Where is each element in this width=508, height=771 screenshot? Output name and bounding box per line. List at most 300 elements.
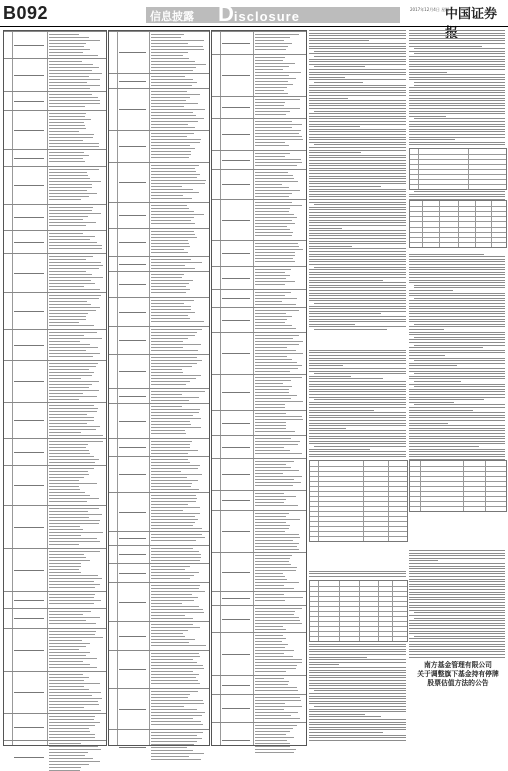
fund-detail-text [255, 404, 285, 405]
body-text-line [414, 82, 505, 83]
body-text-line [309, 644, 406, 645]
table-row [212, 332, 306, 333]
fund-detail-text [151, 171, 196, 172]
table-row [4, 740, 106, 741]
fund-detail-text [255, 540, 293, 541]
body-text-line [309, 368, 406, 369]
fund-detail-text [49, 286, 84, 287]
fund-detail-text [49, 256, 94, 257]
fund-detail-text [151, 198, 192, 199]
fund-detail-text [255, 272, 284, 273]
fund-name-text [119, 709, 146, 710]
fund-detail-text [49, 274, 92, 275]
body-text-line [409, 282, 505, 283]
fund-detail-text [151, 537, 205, 538]
body-text-line [309, 365, 343, 366]
body-text-line [309, 48, 406, 49]
table-row [310, 511, 407, 512]
fund-detail-text [49, 689, 89, 690]
fund-detail-text [255, 99, 299, 100]
fund-detail-text [49, 347, 99, 348]
body-text-line [309, 230, 406, 231]
body-text-line [409, 306, 505, 307]
fund-detail-text [255, 473, 283, 474]
fund-detail-text [255, 156, 284, 157]
fund-detail-text [151, 656, 200, 657]
fund-detail-text [49, 73, 102, 74]
fund-detail-text [255, 743, 289, 744]
fund-detail-text [151, 653, 199, 654]
fund-detail-text [49, 495, 91, 496]
fund-name-text [222, 572, 251, 573]
fund-detail-text [255, 304, 296, 305]
fund-name-text [119, 109, 146, 110]
table-column-rule [318, 461, 319, 541]
body-text-line [309, 693, 406, 694]
fund-detail-text [151, 246, 190, 247]
fund-detail-text [49, 710, 101, 711]
fund-detail-text [255, 383, 283, 384]
body-text-line [309, 272, 406, 273]
fund-detail-text [49, 600, 101, 601]
fund-name-text [222, 740, 251, 741]
fund-detail-text [255, 718, 300, 719]
body-text-line [309, 168, 406, 169]
body-text-line [309, 425, 406, 426]
table-row [109, 130, 209, 131]
body-text-line [309, 79, 406, 80]
fund-detail-text [151, 100, 186, 101]
table-row [410, 169, 506, 170]
fund-detail-text [151, 697, 188, 698]
fund-detail-text [151, 195, 183, 196]
table-row [4, 292, 106, 293]
table-column-rule [378, 581, 379, 641]
fund-detail-text [151, 566, 190, 567]
table-row [310, 466, 407, 467]
body-text-line [409, 423, 448, 424]
table-row [109, 31, 209, 32]
fund-detail-text [255, 531, 284, 532]
fund-name-text [14, 727, 44, 728]
fund-detail-text [151, 283, 189, 284]
fund-detail-text [49, 686, 85, 687]
fund-name-text [14, 242, 44, 243]
body-text-line [309, 274, 406, 275]
fund-detail-text [151, 318, 190, 319]
body-text-line [309, 43, 406, 44]
table-column-rule [363, 461, 364, 541]
fund-detail-text [49, 725, 95, 726]
fund-detail-text [49, 369, 89, 370]
table-column-rule [420, 461, 421, 511]
notice-line2: 关于调整旗下基金持有停牌 [417, 670, 499, 678]
fund-detail-text [49, 692, 102, 693]
fund-detail-text [151, 61, 195, 62]
fund-detail-text [49, 378, 81, 379]
table-row [109, 545, 209, 546]
body-text-line [409, 40, 505, 41]
fund-detail-text [255, 162, 302, 163]
fund-detail-text [151, 412, 199, 413]
body-text-line [409, 277, 505, 278]
fund-detail-text [255, 121, 292, 122]
fund-detail-text [49, 572, 82, 573]
body-text-line [309, 241, 406, 242]
fund-detail-text [151, 133, 194, 134]
fund-detail-text [151, 759, 201, 760]
table-row [410, 491, 506, 492]
table-row [310, 526, 407, 527]
fund-detail-text [49, 560, 90, 561]
fund-detail-text [151, 694, 190, 695]
fund-detail-text [151, 109, 205, 110]
fund-detail-text [49, 581, 94, 582]
body-text-line [409, 358, 505, 359]
fund-detail-text [151, 636, 185, 637]
body-text-line [309, 420, 406, 421]
fund-detail-text [49, 578, 102, 579]
body-text-line [314, 51, 406, 52]
table-row [212, 169, 306, 170]
body-text-line [309, 238, 406, 239]
body-text-line [309, 72, 406, 73]
body-text-line [409, 272, 505, 273]
fund-detail-text [255, 75, 289, 76]
fund-detail-text [49, 236, 95, 237]
fund-detail-text [255, 567, 296, 568]
fund-detail-text [151, 76, 185, 77]
fund-detail-text [49, 683, 100, 684]
body-text-line [309, 456, 406, 457]
fund-name-text [119, 396, 146, 397]
fund-detail-text [255, 322, 285, 323]
fund-detail-text [49, 755, 85, 756]
table-row [212, 54, 306, 55]
fund-name-text [119, 215, 146, 216]
fund-detail-text [49, 245, 103, 246]
summary-table-1 [409, 148, 507, 190]
table-row [212, 694, 306, 695]
table-row [4, 591, 106, 592]
fund-detail-text [151, 585, 200, 586]
fund-detail-text [49, 474, 90, 475]
body-text-line [409, 407, 505, 408]
fund-detail-text [49, 658, 97, 659]
fund-name-text [222, 43, 251, 44]
fund-detail-text [49, 67, 99, 68]
body-text-line [309, 386, 406, 387]
fund-detail-text [255, 246, 299, 247]
body-text-line [409, 194, 505, 195]
fund-detail-text [49, 444, 88, 445]
fund-detail-text [255, 57, 284, 58]
fund-detail-text [151, 37, 181, 38]
fund-detail-text [49, 277, 103, 278]
fund-detail-text [49, 429, 96, 430]
body-text-line [409, 254, 484, 255]
table-row [212, 510, 306, 511]
body-text-line [309, 35, 406, 36]
fund-name-text [119, 371, 146, 372]
fund-detail-text [255, 292, 291, 293]
fund-detail-text [255, 731, 290, 732]
table-row [4, 465, 106, 466]
table-row [310, 521, 407, 522]
fund-detail-text [49, 554, 84, 555]
fund-detail-text [49, 655, 86, 656]
fund-detail-text [151, 378, 196, 379]
fund-detail-text [255, 72, 301, 73]
fund-detail-text [151, 142, 200, 143]
fund-detail-text [49, 569, 79, 570]
body-text-line [309, 235, 406, 236]
body-text-line [309, 443, 406, 444]
fund-detail-text [255, 261, 295, 262]
fund-detail-text [255, 496, 296, 497]
fund-detail-text [49, 175, 88, 176]
fund-detail-text [255, 217, 296, 218]
body-text-line [309, 116, 406, 117]
fund-name-text [14, 527, 44, 528]
body-text-line [309, 306, 406, 307]
fund-detail-text [49, 492, 85, 493]
fund-detail-text [49, 617, 100, 618]
body-text-line [309, 300, 406, 301]
fund-detail-text [49, 137, 93, 138]
fund-detail-text [255, 350, 296, 351]
fund-detail-text [255, 594, 283, 595]
fund-detail-text [49, 322, 79, 323]
fund-detail-text [151, 46, 203, 47]
fund-detail-text [255, 269, 291, 270]
body-text-line [314, 690, 406, 691]
fund-detail-text [49, 631, 96, 632]
fund-detail-text [151, 300, 194, 301]
fund-detail-text [151, 645, 206, 646]
fund-detail-text [49, 584, 100, 585]
fund-detail-text [255, 181, 298, 182]
body-text-line [414, 404, 505, 405]
fund-name-text [119, 182, 146, 183]
table-row [4, 671, 106, 672]
fund-detail-text [255, 703, 285, 704]
body-text-line [409, 108, 505, 109]
fund-detail-text [255, 295, 284, 296]
fund-detail-text [151, 465, 200, 466]
fund-name-text [222, 278, 251, 279]
fund-detail-text [255, 668, 296, 669]
body-text-line [409, 38, 505, 39]
body-text-line [309, 33, 406, 34]
fund-detail-text [49, 523, 99, 524]
fund-detail-text [151, 594, 192, 595]
fund-detail-text [255, 202, 291, 203]
body-text-line [409, 615, 505, 616]
body-text-line [309, 53, 406, 54]
fund-detail-text [49, 501, 87, 502]
fund-detail-text [255, 43, 291, 44]
body-text-line [309, 290, 406, 291]
fund-detail-text [49, 219, 83, 220]
fund-detail-text [49, 435, 103, 436]
fund-detail-text [255, 502, 284, 503]
fund-detail-text [49, 459, 99, 460]
body-text-line [309, 186, 381, 187]
body-text-line [309, 287, 406, 288]
table-column-rule [220, 31, 221, 745]
body-text-line [309, 573, 406, 574]
fund-detail-text [49, 480, 80, 481]
fund-name-text [119, 421, 146, 422]
body-text-line [414, 191, 505, 192]
fund-detail-text [151, 157, 189, 158]
fund-detail-text [49, 289, 100, 290]
body-text-line [309, 181, 406, 182]
table-row [4, 608, 106, 609]
table-row [410, 174, 506, 175]
body-text-line [409, 441, 505, 442]
table-column-rule [318, 581, 319, 641]
notice-line3: 股票估值方法的公告 [427, 679, 489, 687]
fund-detail-text [49, 414, 87, 415]
fund-detail-text [49, 283, 95, 284]
table-row [109, 492, 209, 493]
fund-detail-text [49, 46, 85, 47]
fund-detail-text [255, 543, 299, 544]
table-row [212, 591, 306, 592]
fund-detail-text [255, 715, 290, 716]
fund-detail-text [49, 393, 83, 394]
table-row [4, 628, 106, 629]
fund-detail-text [255, 482, 301, 483]
body-text-line [409, 355, 445, 356]
body-text-line [309, 685, 406, 686]
fund-detail-text [49, 140, 83, 141]
table-row [4, 91, 106, 92]
fund-detail-text [49, 119, 91, 120]
fund-detail-text [49, 637, 103, 638]
body-text-line [409, 316, 505, 317]
body-text-line [414, 48, 505, 49]
body-text-line [309, 129, 406, 130]
fund-detail-text [151, 450, 198, 451]
fund-detail-text [49, 375, 92, 376]
table-row [310, 531, 407, 532]
body-text-line [309, 662, 406, 663]
table-row [212, 490, 306, 491]
body-text-line [309, 183, 406, 184]
fund-detail-text [151, 280, 193, 281]
body-text-line [409, 137, 505, 138]
fund-detail-text [151, 315, 188, 316]
fund-detail-text [151, 671, 193, 672]
fund-detail-text [49, 557, 86, 558]
fund-detail-text [49, 94, 92, 95]
body-text-line [309, 417, 406, 418]
fund-detail-text [151, 747, 187, 748]
body-text-line [309, 451, 406, 452]
fund-name-text [119, 636, 146, 637]
body-text-line [309, 381, 406, 382]
body-text-line [409, 410, 473, 411]
fund-detail-text [255, 193, 292, 194]
fund-detail-text [255, 102, 284, 103]
fund-detail-text [49, 731, 90, 732]
fund-detail-text [255, 734, 286, 735]
body-text-line [414, 381, 461, 382]
fund-detail-text [49, 728, 89, 729]
body-text-line [414, 360, 505, 361]
table-row [212, 307, 306, 308]
table-column-rule [475, 201, 476, 247]
fund-detail-text [49, 43, 86, 44]
fund-detail-text [255, 626, 282, 627]
body-text-line [409, 90, 505, 91]
fund-detail-text [49, 551, 101, 552]
fund-detail-text [151, 91, 187, 92]
fund-detail-text [49, 541, 100, 542]
fund-detail-text [49, 265, 103, 266]
section-initial: D [218, 1, 234, 26]
fund-detail-text [151, 516, 195, 517]
fund-detail-text [255, 84, 293, 85]
fund-detail-text [151, 462, 190, 463]
body-text-line [414, 118, 505, 119]
body-text-line [309, 441, 406, 442]
body-text-line [309, 295, 406, 296]
body-text-line [409, 259, 505, 260]
body-text-line [309, 397, 406, 398]
fund-detail-text [255, 347, 287, 348]
fund-detail-text [151, 615, 185, 616]
fund-detail-text [255, 278, 285, 279]
body-text-line [409, 579, 505, 580]
fund-detail-text [151, 513, 200, 514]
fund-detail-text [49, 222, 96, 223]
body-text-line [409, 319, 505, 320]
body-text-line [409, 553, 505, 554]
table-row [212, 410, 306, 411]
fund-detail-text [151, 427, 201, 428]
fund-detail-text [151, 677, 196, 678]
fund-detail-text [49, 477, 84, 478]
body-text-line [409, 571, 505, 572]
body-text-line [409, 420, 505, 421]
fund-detail-text [49, 563, 82, 564]
fund-detail-text [151, 177, 197, 178]
fund-detail-text [255, 226, 287, 227]
fund-detail-text [49, 304, 91, 305]
fund-detail-text [151, 732, 203, 733]
body-text-line [309, 163, 406, 164]
fund-detail-text [255, 641, 282, 642]
fund-detail-text [49, 216, 88, 217]
fund-detail-text [49, 199, 81, 200]
fund-detail-text [151, 237, 197, 238]
body-text-line [309, 40, 369, 41]
body-text-line [409, 563, 505, 564]
fund-detail-text [49, 76, 89, 77]
fund-detail-text [151, 459, 188, 460]
table-row [310, 481, 407, 482]
fund-detail-text [151, 43, 188, 44]
fund-detail-text [49, 372, 94, 373]
fund-detail-text [151, 741, 197, 742]
fund-detail-text [255, 441, 300, 442]
body-text-line [414, 298, 505, 299]
body-text-line [409, 592, 505, 593]
